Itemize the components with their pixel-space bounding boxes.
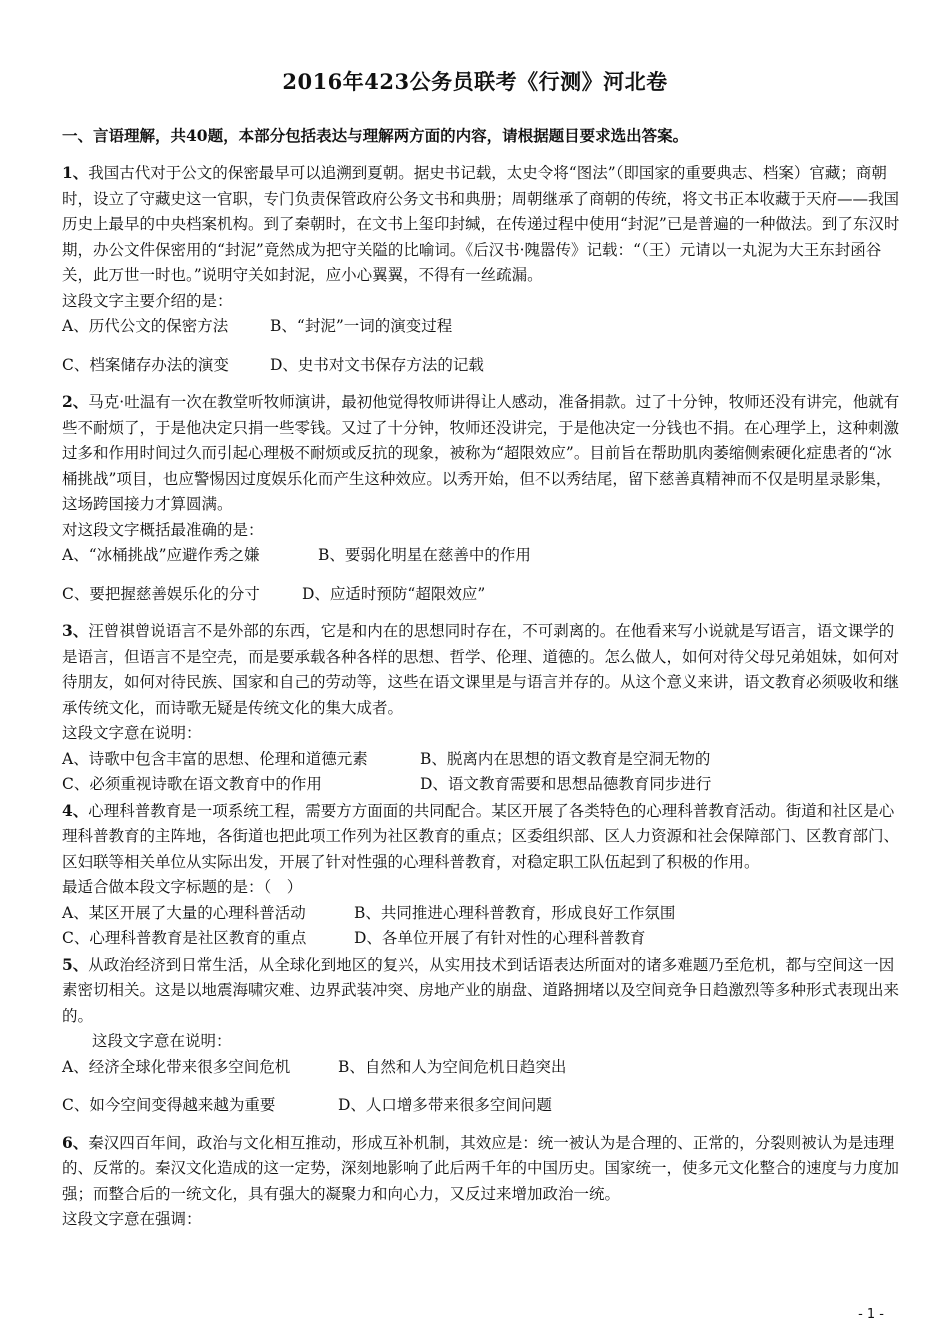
option-a: A、经济全球化带来很多空间危机 bbox=[62, 1057, 291, 1076]
option-d: D、史书对文书保存方法的记载 bbox=[270, 355, 484, 374]
question-6 bbox=[62, 1130, 900, 1208]
options-row bbox=[62, 314, 900, 340]
option-d: D、应适时预防“超限效应” bbox=[302, 584, 486, 603]
option-c: C、要把握慈善娱乐化的分寸 bbox=[62, 584, 260, 603]
options-row bbox=[62, 926, 900, 952]
options-row bbox=[62, 747, 900, 773]
question-5 bbox=[62, 952, 900, 1030]
options-row bbox=[62, 1093, 900, 1119]
option-b: B、自然和人为空间危机日趋突出 bbox=[338, 1057, 567, 1076]
question-prompt: 最适合做本段文字标题的是：（ ） bbox=[62, 878, 303, 896]
options-row bbox=[62, 901, 900, 927]
question-prompt: 这段文字主要介绍的是： bbox=[62, 291, 233, 310]
question-text: 马克·吐温有一次在教堂听牧师演讲，最初他觉得牧师讲得让人感动，准备捐款。过了十分钟，牧师还没有讲完，他就有些不耐烦了，于是他决定只捐一些零钱。又过了十分钟，牧师还没讲完，于是他决定一分钱也不捐。在心理学上，这种刺激过多和作用时间过久而引起心理极不耐烦或反抗的现象，被称为“超限效应”。目前旨在帮助肌肉萎缩侧索硬化症患者的“冰桶挑战”项目，也应警惕因过度娱乐化而产生这种效应。以秀开始，但不以秀结尾，留下慈善真精神而不仅是明星录影集，这场跨国接力才算圆满。 bbox=[62, 393, 900, 513]
option-a: A、某区开展了大量的心理科普活动 bbox=[62, 903, 306, 922]
option-b: B、“封泥”一词的演变过程 bbox=[270, 317, 453, 335]
question-prompt: 这段文字意在说明： bbox=[92, 1032, 232, 1050]
page-number: - 1 - bbox=[858, 1307, 884, 1322]
option-c: C、必须重视诗歌在语文教育中的作用 bbox=[62, 775, 322, 793]
option-b: B、脱离内在思想的语文教育是空洞无物的 bbox=[420, 749, 711, 768]
option-c: C、心理科普教育是社区教育的重点 bbox=[62, 929, 307, 947]
option-d: D、语文教育需要和思想品德教育同步进行 bbox=[420, 775, 712, 793]
question-text: 从政治经济到日常生活，从全球化到地区的复兴，从实用技术到话语表达所面对的诸多难题乃至危机，都与空间这一因素密切相关。这是以地震海啸灾难、边界武装冲突、房地产业的崩盘、道路拥堵以及空间竞争日趋激烈等多种形式表现出来的。 bbox=[62, 955, 900, 1025]
question-1 bbox=[62, 160, 900, 289]
page-title: 2016年423公务员联考《行测》河北卷 bbox=[282, 69, 668, 94]
question-list bbox=[62, 160, 900, 1233]
option-c: C、如今空间变得越来越为重要 bbox=[62, 1096, 276, 1114]
section-heading: 一、言语理解，共40题，本部分包括表达与理解两方面的内容，请根据题目要求选出答案。 bbox=[62, 126, 689, 145]
option-b: B、要弱化明星在慈善中的作用 bbox=[318, 546, 531, 564]
question-2 bbox=[62, 389, 900, 518]
options-row bbox=[62, 1055, 900, 1081]
question-text: 心理科普教育是一项系统工程，需要方方面面的共同配合。某区开展了各类特色的心理科普教育活动。街道和社区是心理科普教育的主阵地，各街道也把此项工作列为社区教育的重点；区委组织部、区人力资源和社会保障部门、区教育部门、区妇联等相关单位从实际出发，开展了针对性强的心理科普教育，对稳定职工队伍起到了积极的作用。 bbox=[62, 801, 900, 871]
question-number: 6、 bbox=[62, 1132, 89, 1152]
question-number: 2、 bbox=[62, 392, 89, 411]
question-prompt: 这段文字意在说明： bbox=[62, 724, 202, 742]
question-4 bbox=[62, 798, 900, 876]
option-c: C、档案储存办法的演变 bbox=[62, 355, 229, 374]
question-number: 1、 bbox=[62, 163, 89, 182]
question-text: 我国古代对于公文的保密最早可以追溯到夏朝。据史书记载，太史令将“图法”（即国家的重要典志、档案）官藏；商朝时，设立了守藏史这一官职，专门负责保管政府公务文书和典册；周朝继承了商朝的传统，将文书正本收藏于天府——我国历史上最早的中央档案机构。到了秦朝时，在文书上玺印封缄，在传递过程中使用“封泥”已是普遍的一种做法。到了东汉时期，办公文件保密用的“封泥”竟然成为把守关隘的比喻词。《后汉书·隗嚣传》记载：“（王）元请以一丸泥为大王东封函谷关，此万世一时也。”说明守关如封泥，应小心翼翼，不得有一丝疏漏。 bbox=[62, 164, 900, 284]
options-row bbox=[62, 543, 900, 569]
option-d: D、人口增多带来很多空间问题 bbox=[338, 1096, 552, 1114]
question-prompt: 这段文字意在强调： bbox=[62, 1210, 202, 1228]
options-row bbox=[62, 353, 900, 379]
question-number: 4、 bbox=[62, 800, 89, 820]
question-number: 5、 bbox=[62, 954, 89, 974]
option-a: A、诗歌中包含丰富的思想、伦理和道德元素 bbox=[62, 749, 368, 768]
question-text: 汪曾祺曾说语言不是外部的东西，它是和内在的思想同时存在，不可剥离的。在他看来写小说就是写语言，语文课学的是语言，但语言不是空壳，而是要承载各种各样的思想、哲学、伦理、道德的。怎么做人，如何对待父母兄弟姐妹，如何对待朋友，如何对待民族、国家和自己的劳动等，这些在语文课里是与语言并存的。从这个意义来讲，语文教育必须吸收和继承传统文化，而诗歌无疑是传统文化的集大成者。 bbox=[62, 622, 900, 717]
option-a: A、“冰桶挑战”应避作秀之嫌 bbox=[62, 546, 260, 564]
option-d: D、各单位开展了有针对性的心理科普教育 bbox=[354, 929, 646, 947]
question-text: 秦汉四百年间，政治与文化相互推动，形成互补机制，其效应是：统一被认为是合理的、正常的，分裂则被认为是违理的、反常的。秦汉文化造成的这一定势，深刻地影响了此后两千年的中国历史。国家统一，使多元文化整合的速度与力度加强；而整合后的一统文化，具有强大的凝聚力和向心力，又反过来增加政治一统。 bbox=[62, 1133, 900, 1203]
question-number: 3、 bbox=[62, 621, 89, 640]
options-row bbox=[62, 772, 900, 798]
question-prompt: 对这段文字概括最准确的是： bbox=[62, 520, 264, 539]
question-3 bbox=[62, 618, 900, 721]
option-b: B、共同推进心理科普教育，形成良好工作氛围 bbox=[354, 903, 676, 922]
options-row bbox=[62, 582, 900, 608]
option-a: A、历代公文的保密方法 bbox=[62, 317, 229, 335]
